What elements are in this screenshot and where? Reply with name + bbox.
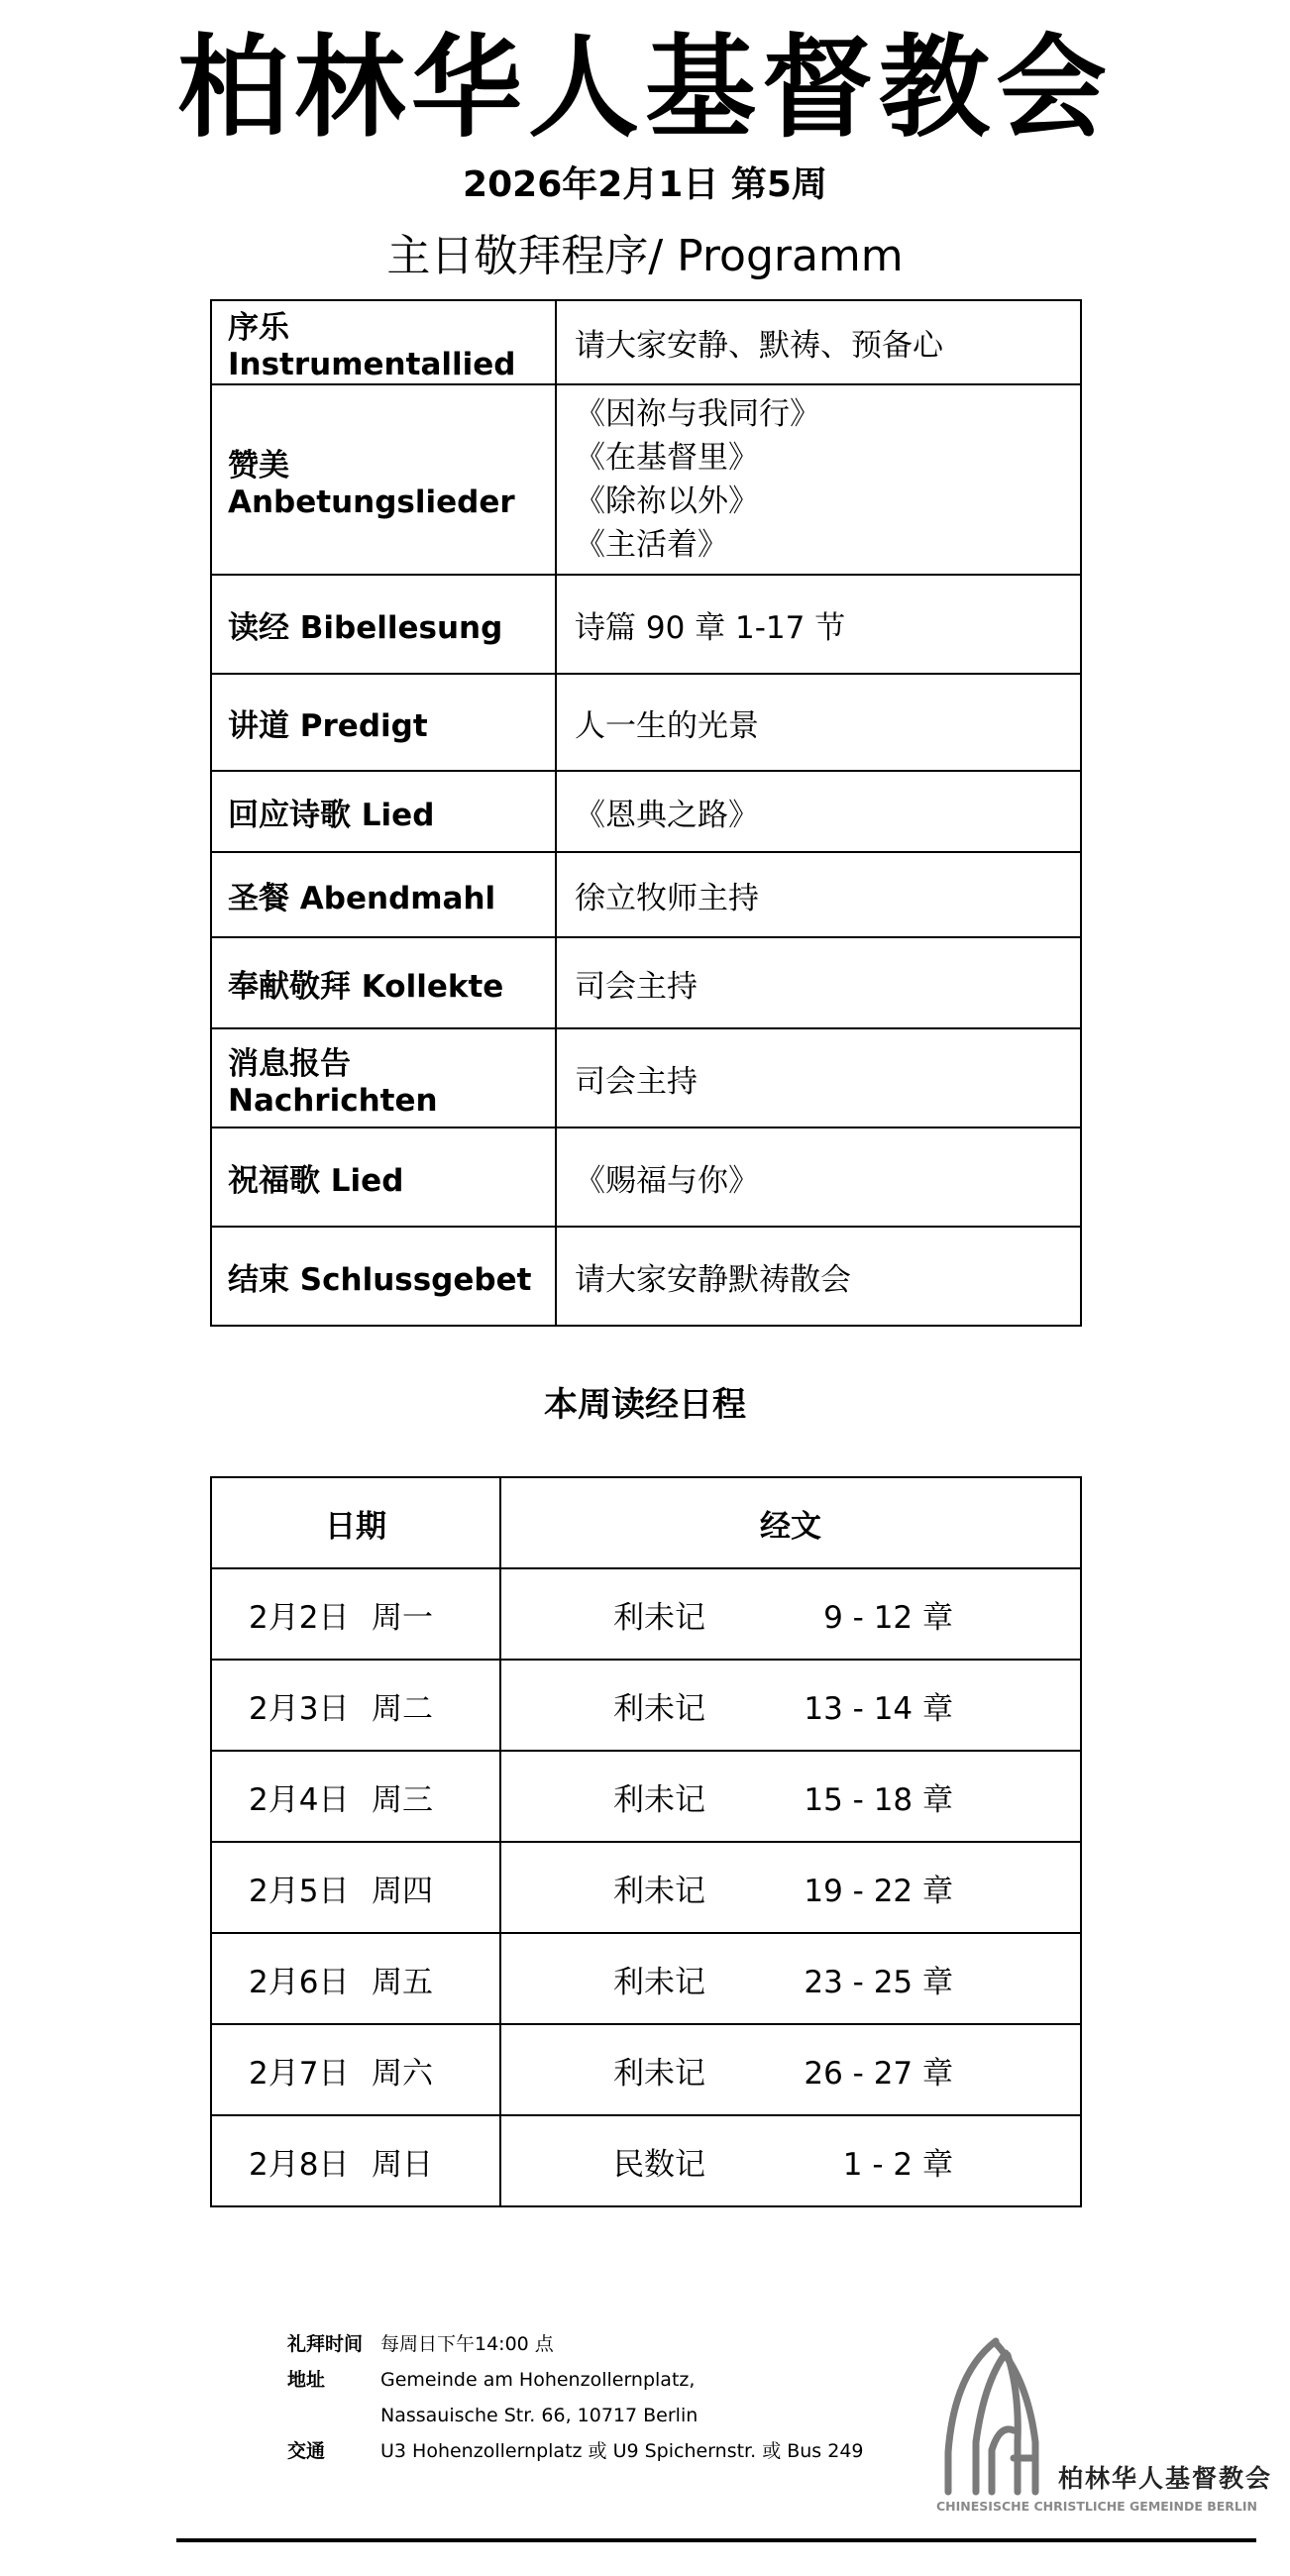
worship-time-value: 每周日下午14:00 点 bbox=[380, 2333, 554, 2355]
address-label: 地址 bbox=[287, 2369, 326, 2391]
reading-date: 2月8日 bbox=[249, 2146, 350, 2183]
column-header-date: 日期 bbox=[211, 1477, 500, 1568]
program-content: 请大家安静、默祷、预备心 bbox=[556, 300, 1081, 384]
program-content: 《赐福与你》 bbox=[556, 1127, 1081, 1227]
table-row bbox=[211, 1751, 1081, 1842]
transport-label: 交通 bbox=[287, 2440, 326, 2462]
reading-weekday: 周日 bbox=[372, 2146, 433, 2183]
program-item: 回应诗歌 Lied bbox=[211, 771, 556, 852]
date-cell bbox=[211, 1751, 500, 1842]
program-row bbox=[211, 300, 1081, 384]
program-content: 请大家安静默祷散会 bbox=[556, 1227, 1081, 1326]
song-title: 《除祢以外》 bbox=[575, 483, 759, 519]
table-row bbox=[211, 1660, 1081, 1751]
column-header-passage: 经文 bbox=[500, 1477, 1081, 1568]
program-content: 诗篇 90 章 1-17 节 bbox=[556, 575, 1081, 674]
program-row bbox=[211, 1227, 1081, 1326]
program-row bbox=[211, 771, 1081, 852]
table-row bbox=[211, 2115, 1081, 2206]
worship-time-label: 礼拜时间 bbox=[287, 2333, 364, 2355]
program-row bbox=[211, 852, 1081, 937]
transport-value: U3 Hohenzollernplatz 或 U9 Spichernstr. 或 Bus 249 bbox=[380, 2440, 864, 2462]
reading-book: 利未记 bbox=[613, 1964, 705, 2000]
song-title: 《在基督里》 bbox=[575, 440, 759, 476]
program-row bbox=[211, 1028, 1081, 1127]
reading-date: 2月3日 bbox=[249, 1690, 350, 1727]
program-item: 消息报告 Nachrichten bbox=[211, 1028, 556, 1127]
reading-weekday: 周三 bbox=[372, 1781, 433, 1818]
program-row bbox=[211, 575, 1081, 674]
program-content bbox=[556, 384, 1081, 575]
table-header-row bbox=[211, 1477, 1081, 1568]
program-row bbox=[211, 937, 1081, 1028]
reading-chapters: 19 - 22 章 bbox=[804, 1873, 953, 1909]
logo-name-cn: 柏林华人基督教会 bbox=[1058, 2464, 1273, 2493]
program-content: 司会主持 bbox=[556, 1028, 1081, 1127]
reading-book: 民数记 bbox=[613, 2146, 705, 2183]
address-label-spacer bbox=[287, 2398, 380, 2433]
reading-date: 2月7日 bbox=[249, 2055, 350, 2092]
program-item: 序乐 Instrumentallied bbox=[211, 300, 556, 384]
reading-date: 2月6日 bbox=[249, 1964, 350, 2000]
passage-cell bbox=[500, 1842, 1081, 1933]
reading-book: 利未记 bbox=[613, 1873, 705, 1909]
service-date: 2026年2月1日 第5周 bbox=[463, 164, 827, 205]
passage-cell bbox=[500, 2115, 1081, 2206]
program-content: 人一生的光景 bbox=[556, 674, 1081, 771]
date-cell bbox=[211, 1660, 500, 1751]
program-row bbox=[211, 384, 1081, 575]
program-item: 奉献敬拜 Kollekte bbox=[211, 937, 556, 1028]
date-cell bbox=[211, 2024, 500, 2115]
table-row bbox=[211, 1842, 1081, 1933]
program-heading: 主日敬拜程序/ Programm bbox=[386, 231, 904, 281]
worship-time-row bbox=[287, 2326, 864, 2362]
reading-chapters: 9 - 12 章 bbox=[823, 1599, 953, 1636]
reading-chapters: 13 - 14 章 bbox=[804, 1690, 953, 1727]
program-row bbox=[211, 674, 1081, 771]
program-item: 读经 Bibellesung bbox=[211, 575, 556, 674]
program-item: 祝福歌 Lied bbox=[211, 1127, 556, 1227]
date-cell bbox=[211, 1568, 500, 1660]
date-cell bbox=[211, 1842, 500, 1933]
program-content: 司会主持 bbox=[556, 937, 1081, 1028]
passage-cell bbox=[500, 1660, 1081, 1751]
address-row-2 bbox=[287, 2398, 864, 2433]
transport-row bbox=[287, 2433, 864, 2469]
reading-book: 利未记 bbox=[613, 1599, 705, 1636]
program-table bbox=[210, 299, 1082, 1327]
reading-book: 利未记 bbox=[613, 1690, 705, 1727]
table-row bbox=[211, 2024, 1081, 2115]
reading-weekday: 周二 bbox=[372, 1690, 433, 1727]
passage-cell bbox=[500, 1933, 1081, 2024]
logo-name-de: CHINESISCHE CHRISTLICHE GEMEINDE BERLIN bbox=[936, 2499, 1257, 2514]
reading-date: 2月2日 bbox=[249, 1599, 350, 1636]
reading-book: 利未记 bbox=[613, 1781, 705, 1818]
reading-weekday: 周五 bbox=[372, 1964, 433, 2000]
reading-chapters: 15 - 18 章 bbox=[804, 1781, 953, 1818]
footer-info bbox=[287, 2326, 864, 2469]
table-row bbox=[211, 1933, 1081, 2024]
reading-chapters: 26 - 27 章 bbox=[804, 2055, 953, 2092]
date-cell bbox=[211, 2115, 500, 2206]
reading-weekday: 周六 bbox=[372, 2055, 433, 2092]
song-title: 《因祢与我同行》 bbox=[575, 396, 820, 432]
reading-schedule-heading: 本周读经日程 bbox=[544, 1385, 746, 1425]
program-item: 讲道 Predigt bbox=[211, 674, 556, 771]
bottom-divider bbox=[176, 2538, 1256, 2542]
reading-table bbox=[210, 1476, 1082, 2207]
program-item: 赞美 Anbetungslieder bbox=[211, 384, 556, 575]
program-row bbox=[211, 1127, 1081, 1227]
reading-chapters: 1 - 2 章 bbox=[842, 2146, 953, 2183]
church-title: 柏林华人基督教会 bbox=[177, 24, 1113, 153]
reading-chapters: 23 - 25 章 bbox=[804, 1964, 953, 2000]
reading-date: 2月4日 bbox=[249, 1781, 350, 1818]
reading-weekday: 周一 bbox=[372, 1599, 433, 1636]
date-cell bbox=[211, 1933, 500, 2024]
program-content: 徐立牧师主持 bbox=[556, 852, 1081, 937]
address-line-1: Gemeinde am Hohenzollernplatz, bbox=[380, 2369, 696, 2391]
song-title: 《主活着》 bbox=[575, 527, 728, 563]
address-line-2: Nassauische Str. 66, 10717 Berlin bbox=[380, 2405, 699, 2426]
program-item: 结束 Schlussgebet bbox=[211, 1227, 556, 1326]
program-content: 《恩典之路》 bbox=[556, 771, 1081, 852]
passage-cell bbox=[500, 1751, 1081, 1842]
program-item: 圣餐 Abendmahl bbox=[211, 852, 556, 937]
table-row bbox=[211, 1568, 1081, 1660]
passage-cell bbox=[500, 2024, 1081, 2115]
reading-book: 利未记 bbox=[613, 2055, 705, 2092]
passage-cell bbox=[500, 1568, 1081, 1660]
address-row bbox=[287, 2362, 864, 2398]
reading-date: 2月5日 bbox=[249, 1873, 350, 1909]
reading-weekday: 周四 bbox=[372, 1873, 433, 1909]
